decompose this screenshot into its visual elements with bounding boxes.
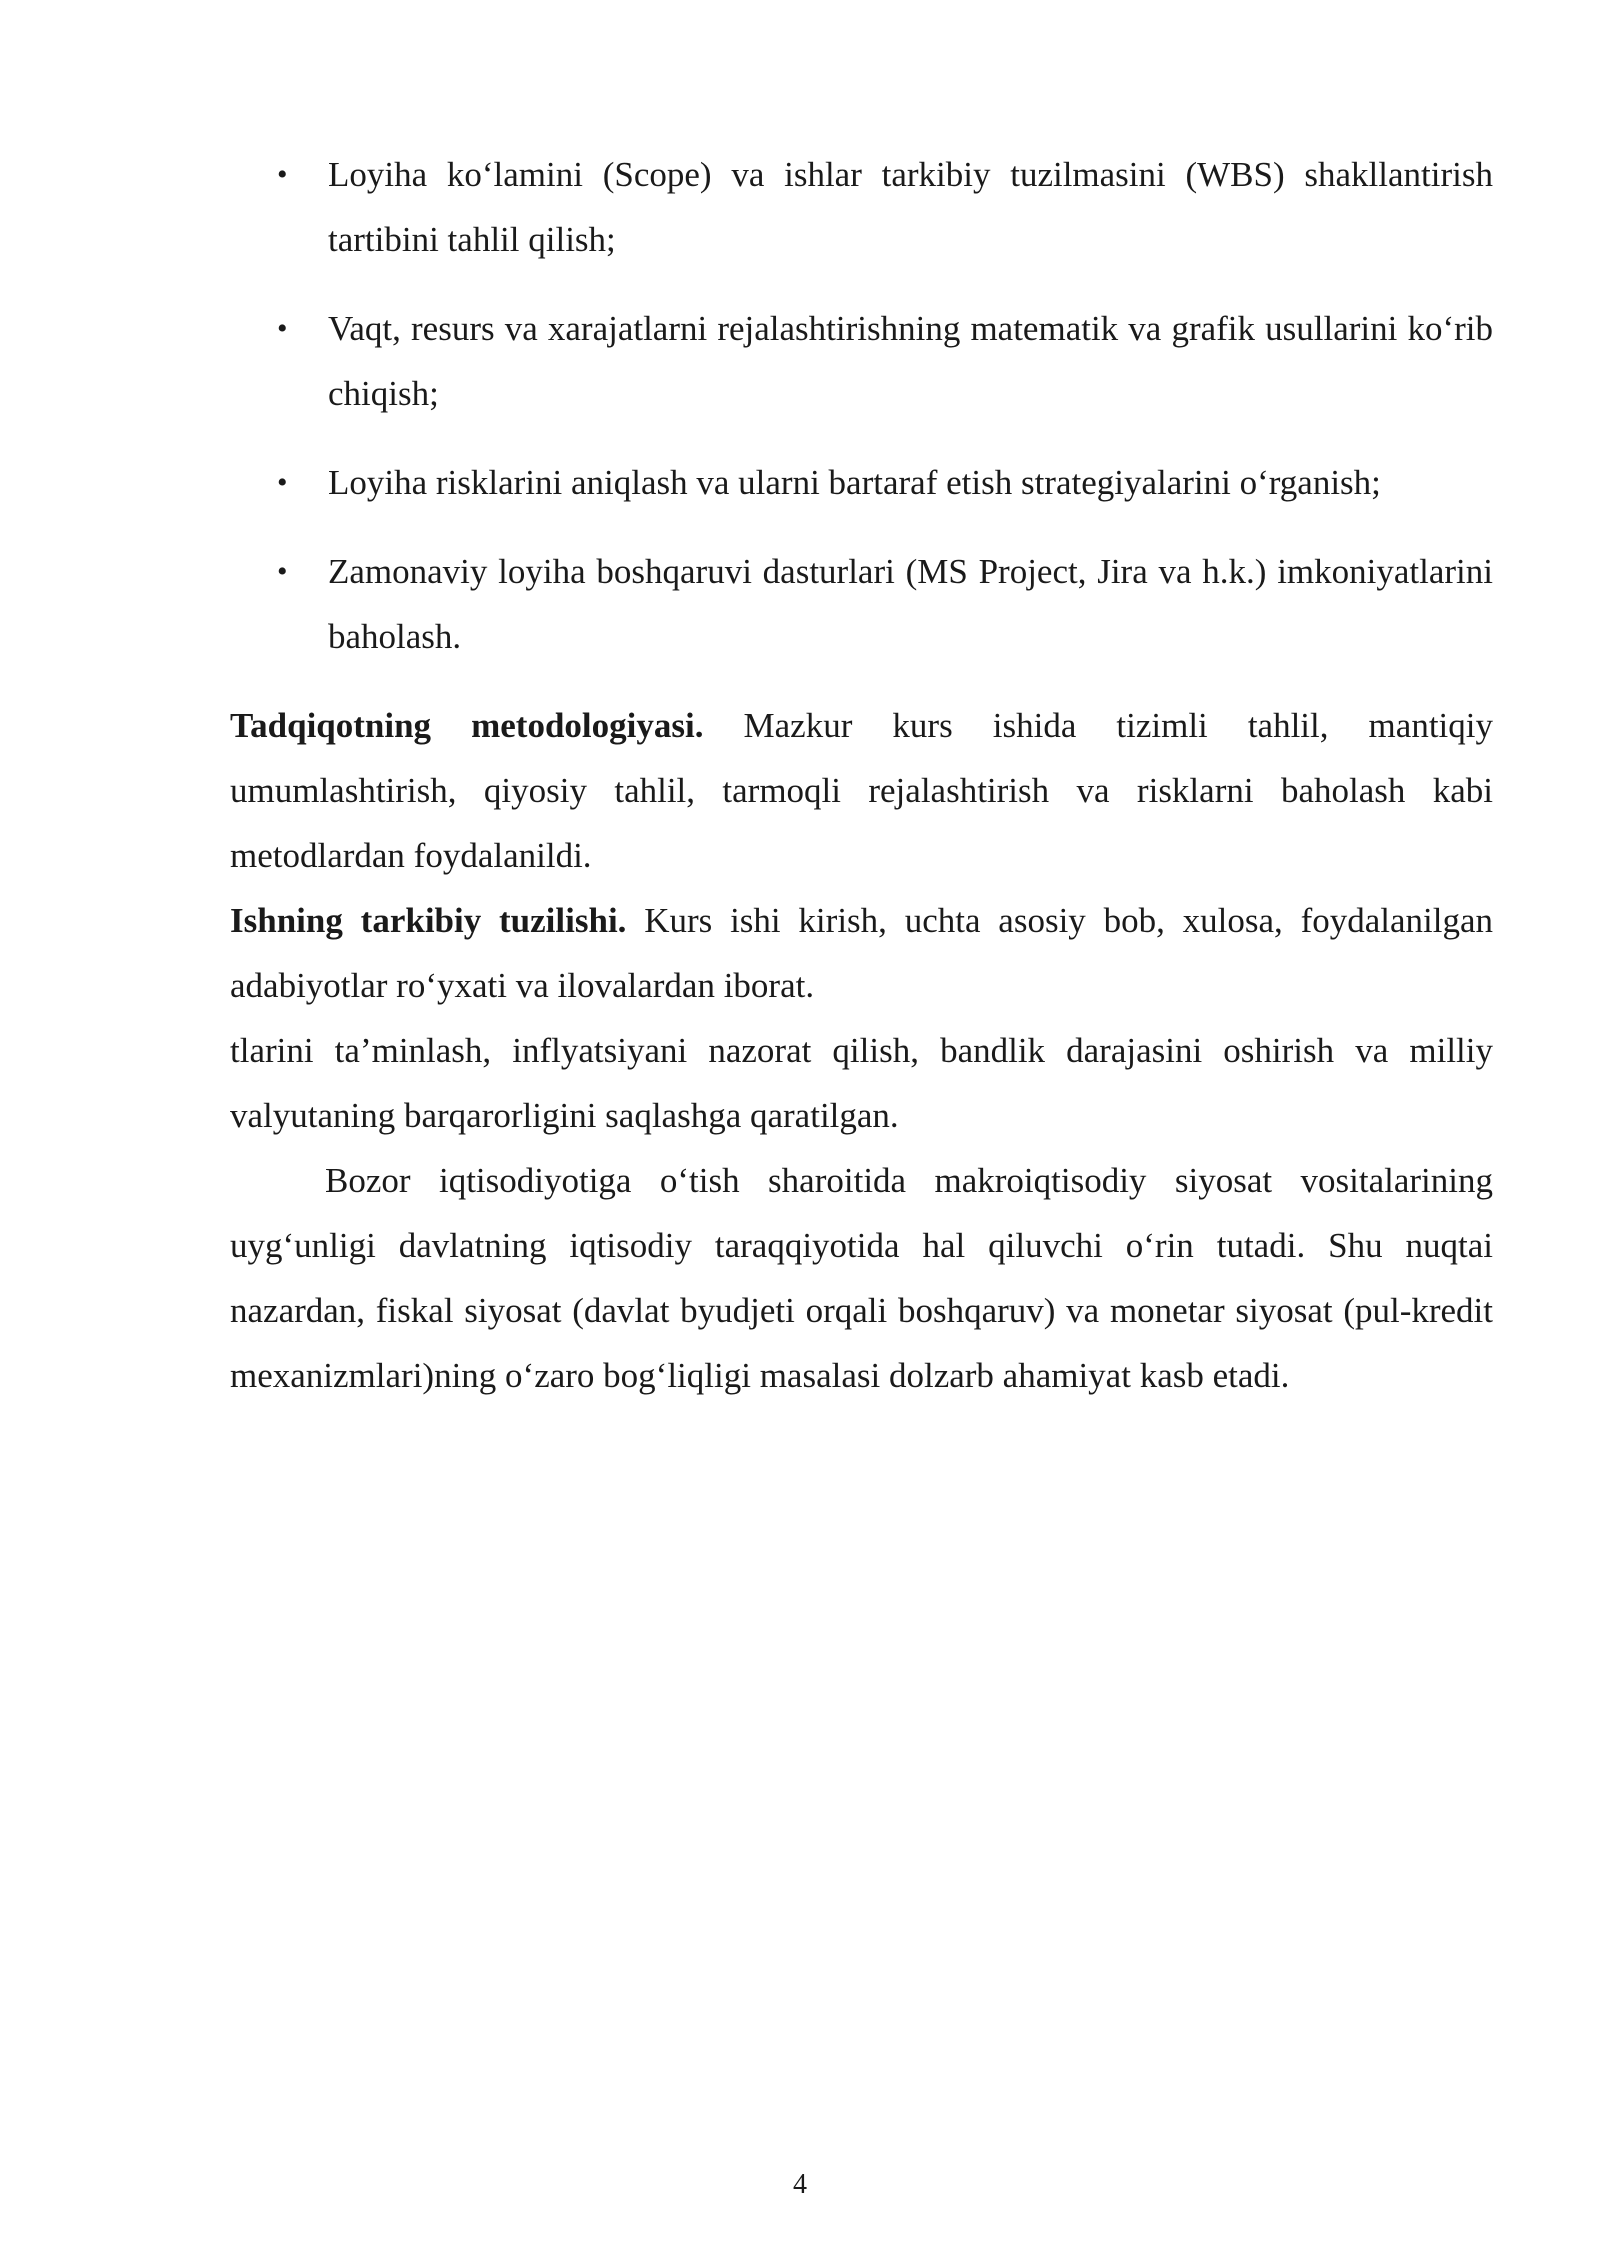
bullet-icon: •: [277, 555, 288, 588]
list-item: [230, 296, 1493, 426]
objectives-list: [230, 142, 1493, 669]
page-content: [230, 142, 1493, 1408]
bullet-icon: •: [277, 312, 288, 345]
bullet-icon: •: [277, 158, 288, 191]
list-item: [230, 450, 1493, 515]
methodology-text: Mazkur kurs ishida tizimli tahlil, mantiqiy umumlashtirish, qiyosiy tahlil, tarmoqli rejalashtirish va risklarni baholash kabi metodlardan foydalanildi.: [230, 706, 1493, 875]
fragment-paragraph: tlarini ta’minlash, inflyatsiyani nazorat qilish, bandlik darajasini oshirish va milliy valyutaning barqarorligini saqlashga qaratilgan.: [230, 1031, 1493, 1135]
structure-heading: Ishning tarkibiy tuzilishi.: [230, 901, 627, 940]
market-paragraph: Bozor iqtisodiyotiga o‘tish sharoitida makroiqtisodiy siyosat vositalarining uyg‘unligi davlatning iqtisodiy taraqqiyotida hal qiluvchi o‘rin tutadi. Shu nuqtai nazardan, fiskal siyosat (davlat byudjeti orqali boshqaruv) va monetar siyosat (pul-kredit mexanizmlari)ning o‘zaro bog‘liqligi masalasi dolzarb ahamiyat kasb etadi.: [230, 1161, 1493, 1395]
list-item-text: Loyiha ko‘lamini (Scope) va ishlar tarkibiy tuzilmasini (WBS) shakllantirish tartibini tahlil qilish;: [328, 155, 1493, 259]
methodology-paragraph: [230, 693, 1493, 888]
methodology-heading: Tadqiqotning metodologiyasi.: [230, 706, 704, 745]
bullet-icon: •: [277, 466, 288, 499]
list-item: [230, 539, 1493, 669]
list-item-text: Loyiha risklarini aniqlash va ularni bartaraf etish strategiyalarini o‘rganish;: [328, 463, 1381, 502]
list-item: [230, 142, 1493, 272]
list-item-text: Vaqt, resurs va xarajatlarni rejalashtirishning matematik va grafik usullarini ko‘rib chiqish;: [328, 309, 1493, 413]
structure-paragraph: [230, 888, 1493, 1018]
page-number: 4: [793, 2169, 807, 2200]
structure-text: Kurs ishi kirish, uchta asosiy bob, xulosa, foydalanilgan adabiyotlar ro‘yxati va ilovalardan iborat.: [230, 901, 1493, 1005]
list-item-text: Zamonaviy loyiha boshqaruvi dasturlari (MS Project, Jira va h.k.) imkoniyatlarini baholash.: [328, 552, 1493, 656]
